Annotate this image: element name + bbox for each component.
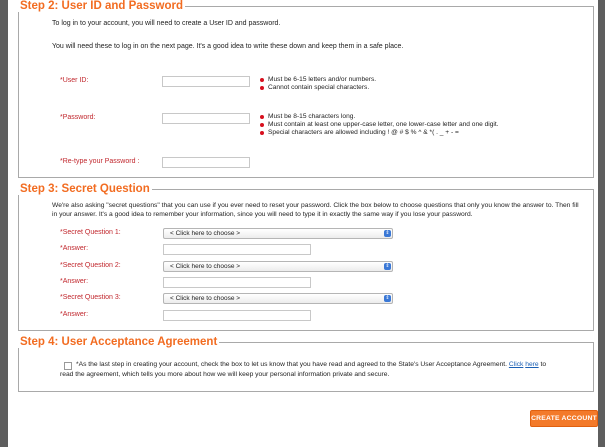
userid-rules [260,76,376,92]
step2-title: Step 2: User ID and Password [20,0,183,12]
bullet-icon [260,131,264,135]
secret-question-2-select[interactable]: < Click here to choose > ⇕ [163,261,393,272]
step2-intro-2: You will need these to log in on the next page. It's a good idea to write these down and keep them in a safe place. [52,43,404,50]
retype-label: *Re-type your Password : [60,158,140,165]
password-label: *Password: [60,114,96,121]
chevron-updown-icon: ⇕ [385,230,390,236]
secret-question-3-label: *Secret Question 3: [60,294,121,301]
agreement-text: *As the last step in creating your account, check the box to let us know that you have read and agreed to the State's User Acceptance Agreement. Click here to read the agreement, which tells you more about how we will keep your personal information private and secure. [60,361,547,378]
bullet-icon [260,123,264,127]
secret-question-3-select[interactable]: < Click here to choose > ⇕ [163,293,393,304]
userid-label: *User ID: [60,77,89,84]
answer-3-label: *Answer: [60,311,89,318]
bullet-icon [260,78,264,82]
answer-1-input[interactable] [163,244,311,255]
retype-password-input[interactable] [162,157,250,168]
answer-1-label: *Answer: [60,245,89,252]
create-account-button[interactable]: CREATE ACCOUNT [530,410,598,427]
rule-item: Cannot contain special characters. [260,84,376,92]
chevron-updown-icon: ⇕ [385,295,390,301]
bullet-icon [260,86,264,90]
userid-input[interactable] [162,76,250,87]
password-input[interactable] [162,113,250,124]
registration-page [8,0,598,447]
password-rules [260,113,499,137]
step3-title: Step 3: Secret Question [20,183,150,195]
chevron-updown-icon: ⇕ [385,263,390,269]
answer-3-input[interactable] [163,310,311,321]
agreement-link-click[interactable]: Click [508,361,524,368]
secret-question-1-select[interactable]: < Click here to choose > ⇕ [163,228,393,239]
step2-intro-1: To log in to your account, you will need to create a User ID and password. [52,20,281,27]
rule-item: Must be 8-15 characters long. [260,113,499,121]
bullet-icon [260,115,264,119]
rule-item: Must be 6-15 letters and/or numbers. [260,76,376,84]
step4-title: Step 4: User Acceptance Agreement [20,336,218,348]
answer-2-label: *Answer: [60,278,89,285]
rule-item: Special characters are allowed including ! @ # $ % ^ & *( . _ + - = [260,129,499,137]
secret-question-1-label: *Secret Question 1: [60,229,121,236]
rule-item: Must contain at least one upper-case letter, one lower-case letter and one digit. [260,121,499,129]
answer-2-input[interactable] [163,277,311,288]
secret-question-2-label: *Secret Question 2: [60,262,121,269]
agreement-link-here[interactable]: here [525,361,539,368]
step3-intro: We're also asking "secret questions" that you can use if you ever need to reset your password. Click the box below to choose questions that only you know the answer to. Then fill in your answer. It's a good idea to remember your information, since you will need to type it in exactly the same way if you lose your password. [52,202,579,218]
